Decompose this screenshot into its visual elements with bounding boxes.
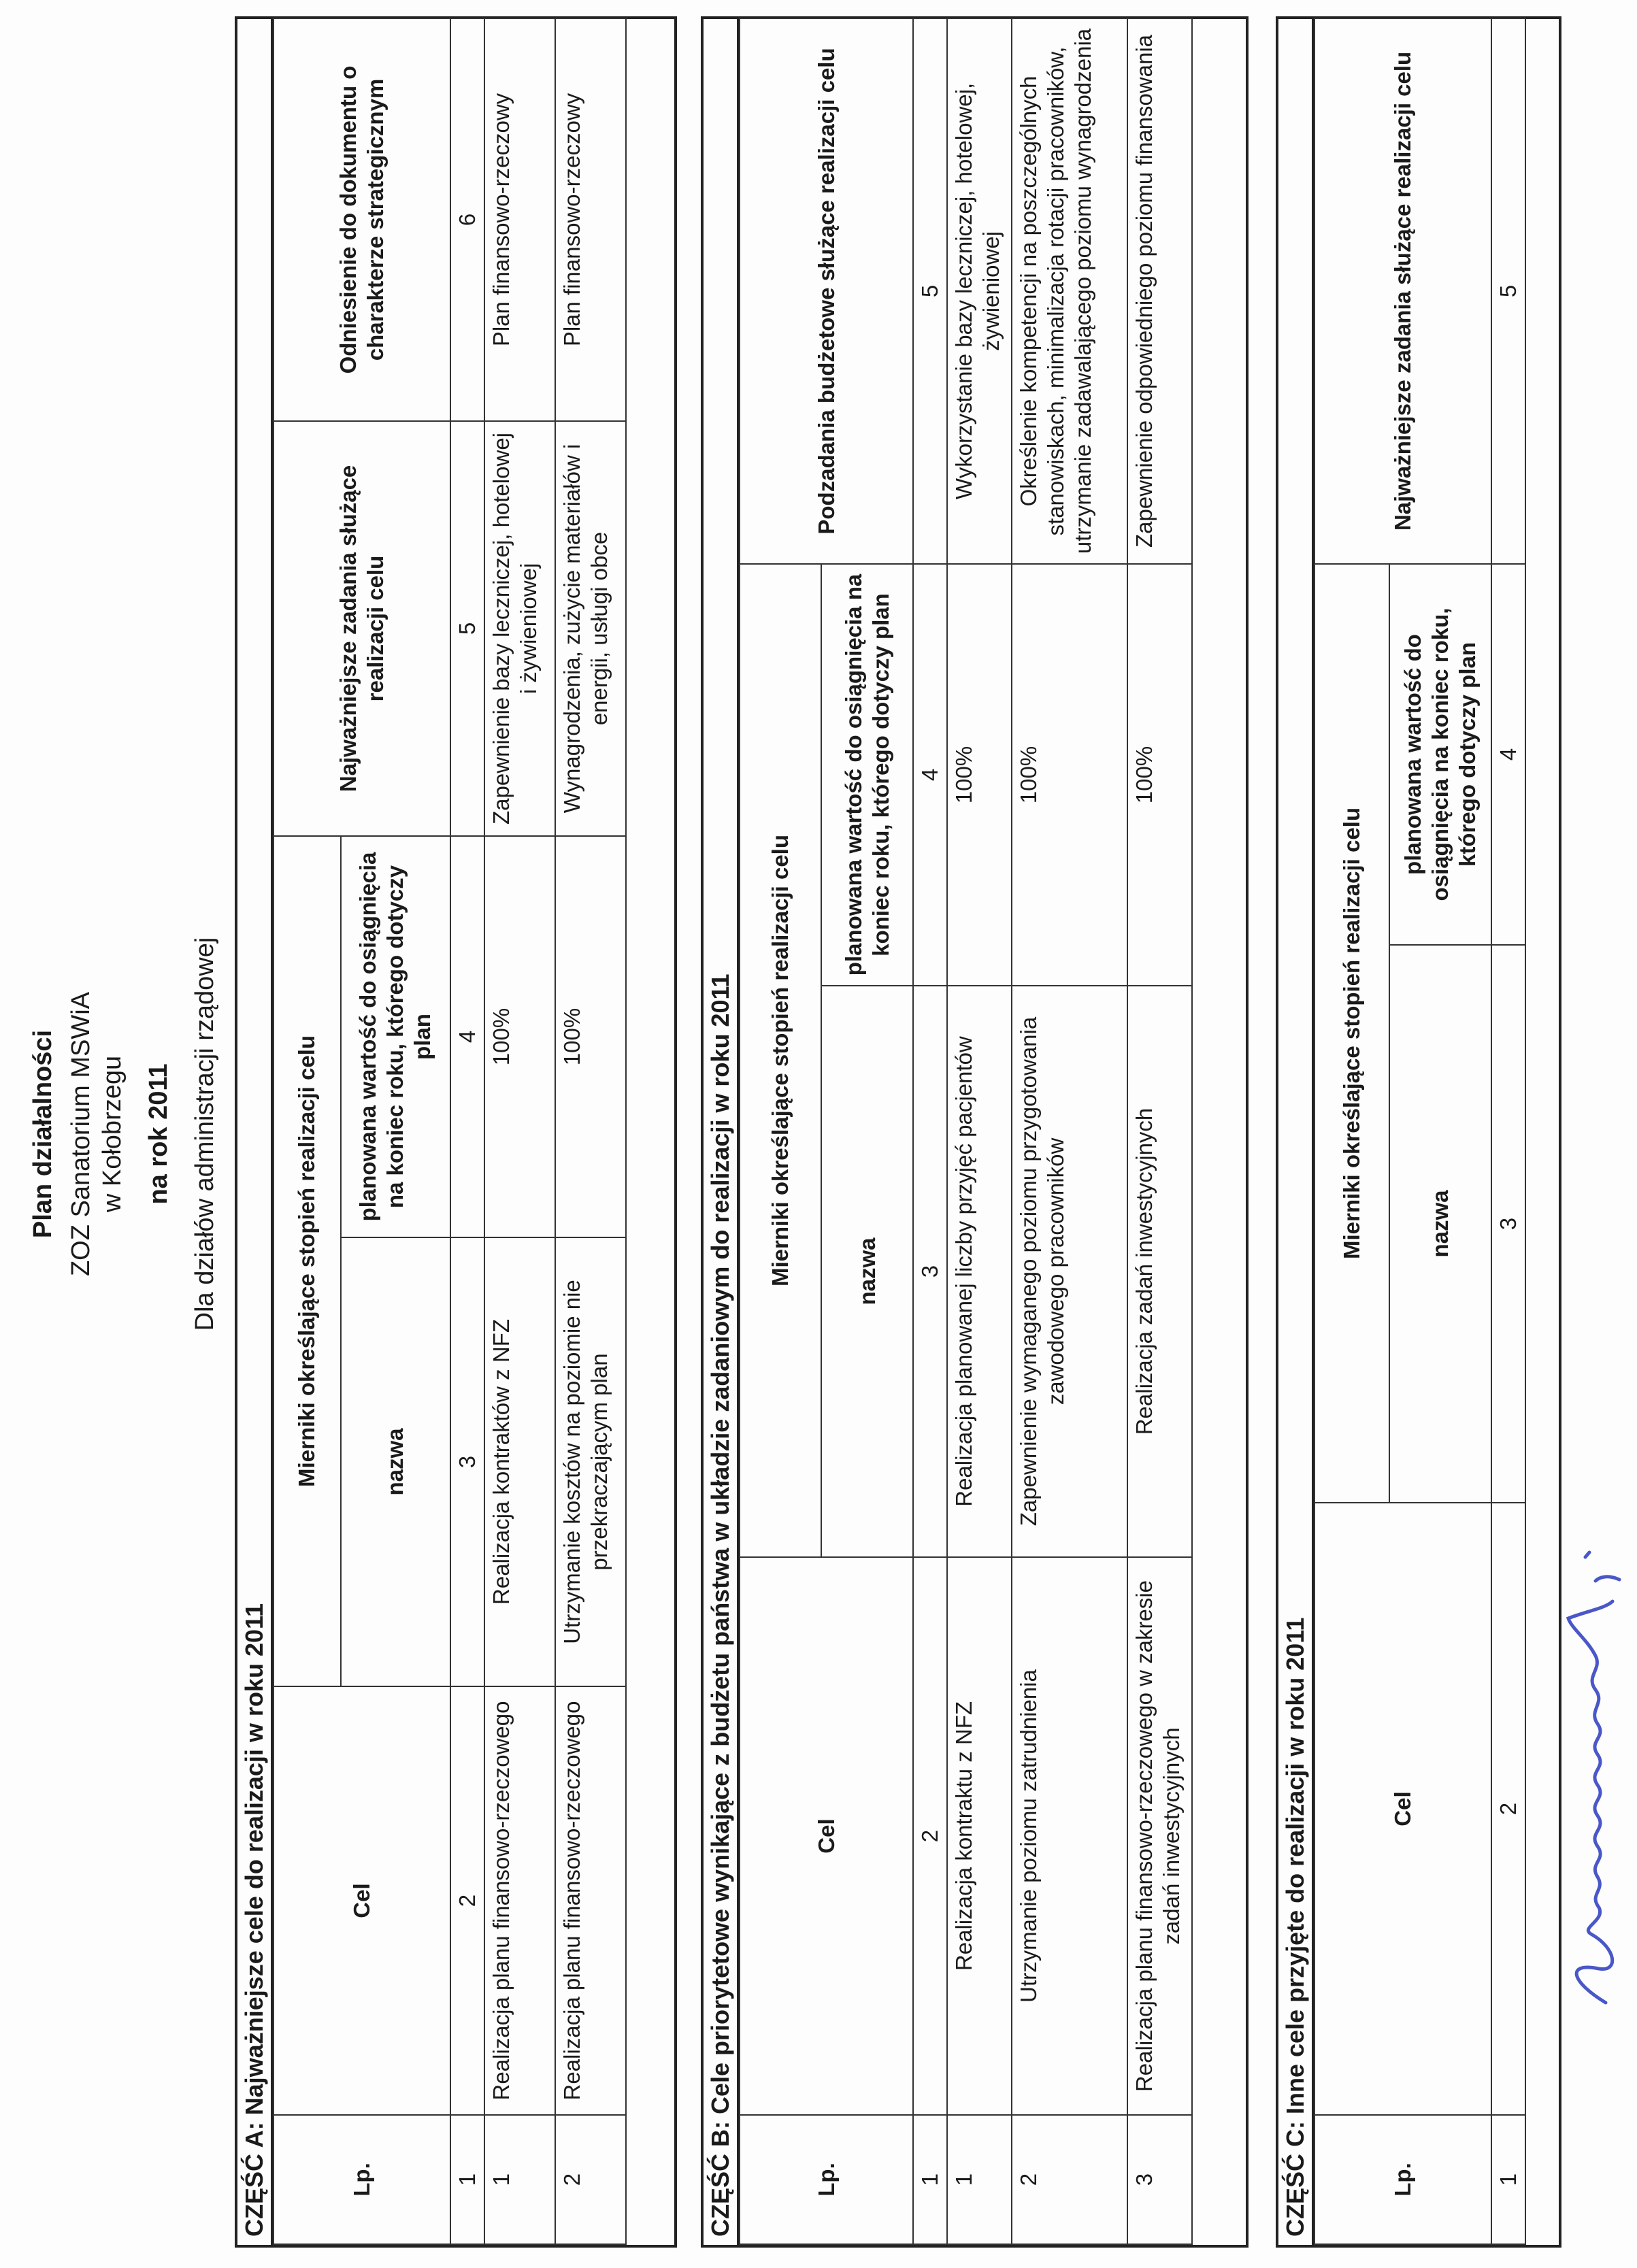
row-nazwa: Realizacja planowanej liczby przyjęć pacjentów	[947, 986, 1012, 1557]
header-planowana: planowana wartość do osiągnięcia na koniec roku, którego dotyczy plan	[341, 836, 450, 1237]
column-number: 2	[1491, 1503, 1525, 2115]
row-nazwa: Zapewnienie wymaganego poziomu przygotowania zawodowego pracowników	[1012, 986, 1127, 1557]
row-odniesienie: Plan finansowo-rzeczowy	[484, 18, 555, 421]
header-podzadania: Podzadania budżetowe służące realizacji celu	[740, 18, 913, 564]
row-cel: Utrzymanie poziomu zatrudnienia	[1012, 1557, 1127, 2115]
column-number: 1	[1491, 2115, 1525, 2244]
row-odniesienie: Plan finansowo-rzeczowy	[555, 18, 626, 421]
column-number: 5	[913, 18, 947, 564]
header-cel: Cel	[740, 1557, 913, 2115]
column-number: 4	[1491, 564, 1525, 945]
table-row	[1012, 18, 1127, 2244]
row-planowana: 100%	[1012, 564, 1127, 986]
header-nazwa: nazwa	[821, 986, 913, 1557]
table-row	[555, 18, 626, 2244]
row-planowana: 100%	[947, 564, 1012, 986]
column-number: 5	[1491, 18, 1525, 564]
document-subtitle: Dla działów administracji rządowej	[191, 937, 219, 1331]
header-odniesienie: Odniesienie do dokumentu o charakterze strategicznym	[274, 18, 450, 421]
header-cel: Cel	[1314, 1503, 1491, 2115]
header-nazwa: nazwa	[341, 1237, 450, 1686]
row-lp: 1	[947, 2115, 1012, 2244]
row-planowana: 100%	[555, 836, 626, 1237]
plan-year: na rok 2011	[144, 1063, 173, 1205]
row-lp: 1	[484, 2115, 555, 2244]
part-a-title: CZĘŚĆ A: Najważniejsze cele do realizacji w roku 2011	[237, 19, 273, 2245]
row-zadania: Zapewnienie bazy leczniczej, hotelowej i żywieniowej	[484, 421, 555, 836]
row-lp: 2	[1012, 2115, 1127, 2244]
row-cel: Realizacja planu finansowo-rzeczowego	[484, 1686, 555, 2115]
part-b-title: CZĘŚĆ B: Cele priorytetowe wynikające z budżetu państwa w układzie zadaniowym do realizacji w roku 2011	[704, 19, 739, 2245]
row-cel: Realizacja kontraktu z NFZ	[947, 1557, 1012, 2115]
header-mierniki: Mierniki określające stopień realizacji celu	[740, 564, 821, 1557]
row-nazwa: Realizacja kontraktów z NFZ	[484, 1237, 555, 1686]
column-number: 4	[913, 564, 947, 986]
row-podzadania: Określenie kompetencji na poszczególnych stanowiskach, minimalizacja rotacji pracowników, utrzymanie zadawalającego poziomu wynagrodzenia	[1012, 18, 1127, 564]
column-number: 4	[450, 836, 484, 1237]
column-number: 3	[450, 1237, 484, 1686]
column-number: 2	[450, 1686, 484, 2115]
column-number: 3	[913, 986, 947, 1557]
part-c-title: CZĘŚĆ C: Inne cele przyjęte do realizacji w roku 2011	[1278, 19, 1314, 2245]
row-planowana: 100%	[484, 836, 555, 1237]
header-nazwa: nazwa	[1389, 945, 1491, 1503]
column-number: 1	[913, 2115, 947, 2244]
header-planowana: planowana wartość do osiągnięcia na koniec roku, którego dotyczy plan	[1389, 564, 1491, 945]
part-a-table	[273, 18, 627, 2245]
table-row	[484, 18, 555, 2244]
row-cel: Realizacja planu finansowo-rzeczowego w zakresie zadań inwestycyjnych	[1127, 1557, 1192, 2115]
row-planowana: 100%	[1127, 564, 1192, 986]
column-number: 6	[450, 18, 484, 421]
header-mierniki: Mierniki określające stopień realizacji celu	[274, 836, 341, 1686]
header-lp: Lp.	[740, 2115, 913, 2244]
organization-name: ZOZ Sanatorium MSWiA	[67, 991, 95, 1277]
row-cel: Realizacja planu finansowo-rzeczowego	[555, 1686, 626, 2115]
header-planowana: planowana wartość do osiągnięcia na koniec roku, którego dotyczy plan	[821, 564, 913, 986]
row-lp: 3	[1127, 2115, 1192, 2244]
header-zadania: Najważniejsze zadania służące realizacji celu	[274, 421, 450, 836]
part-c-section	[1276, 16, 1561, 2248]
part-c-table	[1314, 18, 1526, 2245]
column-number: 3	[1491, 945, 1525, 1503]
table-row	[1127, 18, 1192, 2244]
signature	[1558, 1520, 1633, 2009]
part-a-section	[235, 16, 677, 2248]
column-number: 2	[913, 1557, 947, 2115]
part-b-table	[739, 18, 1193, 2245]
header-lp: Lp.	[1314, 2115, 1491, 2244]
document-title: Plan działalności	[29, 1029, 57, 1239]
part-b-section	[701, 16, 1249, 2248]
row-zadania: Wynagrodzenia, zużycie materiałów i energii, usługi obce	[555, 421, 626, 836]
column-number: 1	[450, 2115, 484, 2244]
column-number: 5	[450, 421, 484, 836]
header-lp: Lp.	[274, 2115, 450, 2244]
row-podzadania: Zapewnienie odpowiedniego poziomu finansowania	[1127, 18, 1192, 564]
row-nazwa: Utrzymanie kosztów na poziomie nie przekraczającym plan	[555, 1237, 626, 1686]
row-lp: 2	[555, 2115, 626, 2244]
row-podzadania: Wykorzystanie bazy leczniczej, hotelowej, żywieniowej	[947, 18, 1012, 564]
table-row	[947, 18, 1012, 2244]
header-cel: Cel	[274, 1686, 450, 2115]
header-mierniki: Mierniki określające stopień realizacji celu	[1314, 564, 1389, 1503]
header-zadania: Najważniejsze zadania służące realizacji celu	[1314, 18, 1491, 564]
organization-location: w Kołobrzegu	[98, 1055, 127, 1213]
row-nazwa: Realizacja zadań inwestycyjnych	[1127, 986, 1192, 1557]
